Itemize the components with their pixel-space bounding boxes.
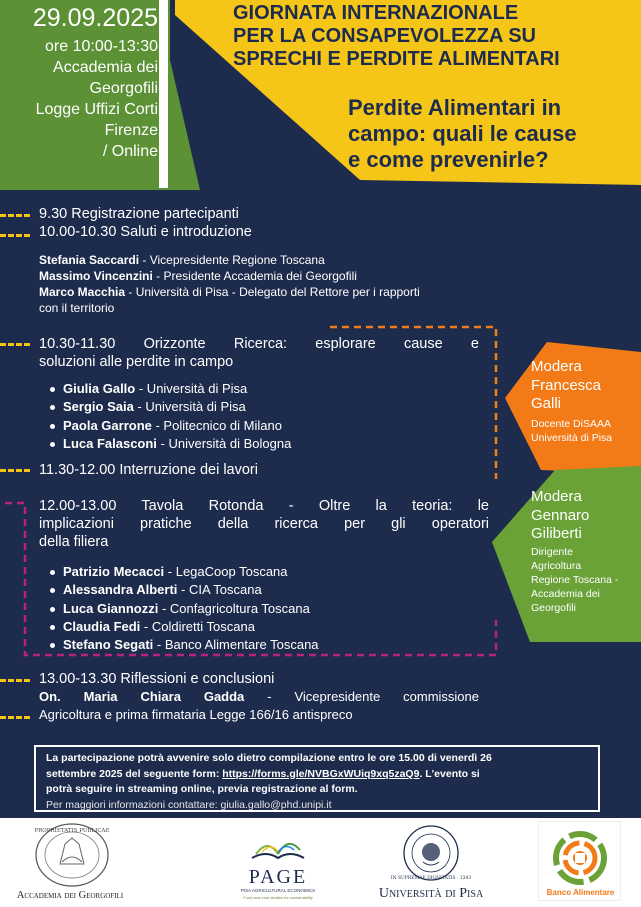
moderator-role: Accademia dei bbox=[531, 587, 600, 600]
session-conclusions: 13.00-13.30 Riflessioni e conclusioni bbox=[39, 671, 275, 687]
session-line: 9.30 Registrazione partecipanti bbox=[39, 206, 239, 222]
venue-line: Georgofili bbox=[89, 80, 158, 97]
speaker-role: - Università di Pisa bbox=[135, 381, 248, 396]
page-logo-tagline: Food and rural studies for sustainability bbox=[243, 895, 313, 900]
speaker-role: - CIA Toscana bbox=[177, 582, 262, 598]
subtitle-line: Perdite Alimentari in bbox=[348, 95, 562, 120]
speaker-name: Patrizio Mecacci bbox=[63, 564, 165, 579]
speaker-role: con il territorio bbox=[39, 301, 115, 315]
speaker-role: - Vicepresidente Regione Toscana bbox=[139, 253, 325, 267]
banco-logo-text: Banco Alimentare bbox=[546, 888, 615, 897]
speaker bbox=[39, 284, 509, 300]
moderator-galli bbox=[531, 358, 636, 445]
speaker-role: - Politecnico di Milano bbox=[151, 417, 282, 433]
list-item bbox=[50, 417, 470, 435]
speaker-name: Paola Garrone bbox=[63, 417, 152, 433]
session-break: 11.30-12.00 Interruzione dei lavori bbox=[39, 462, 258, 478]
speaker-name: Stefano Segati bbox=[63, 637, 154, 653]
contact-info: Per maggiori informazioni contattare: giulia.gallo@phd.unipi.it bbox=[46, 798, 332, 811]
speaker-name: Giulia Gallo bbox=[63, 381, 136, 396]
speaker-name: Sergio Saia bbox=[63, 399, 134, 415]
session-line: soluzioni alle perdite in campo bbox=[39, 354, 234, 370]
registration-notice bbox=[34, 745, 600, 812]
speaker-role: - Coldiretti Toscana bbox=[140, 618, 255, 634]
moderator-role: Agricoltura bbox=[531, 559, 582, 572]
speaker-name: On. Maria Chiara Gadda bbox=[39, 689, 245, 704]
session-line: implicazioni pratiche della ricerca per gli operatori bbox=[39, 516, 489, 532]
list-item bbox=[50, 435, 470, 453]
speaker-name: Luca Giannozzi bbox=[63, 600, 159, 616]
white-divider bbox=[159, 0, 168, 188]
speaker-name: Alessandra Alberti bbox=[63, 582, 178, 598]
title-line: SPRECHI E PERDITE ALIMENTARI bbox=[233, 48, 560, 70]
speaker-role: - Università di Pisa - Delegato del Rettore per i rapporti bbox=[125, 285, 420, 299]
event-time: ore 10:00-13:30 bbox=[45, 38, 158, 55]
speaker-role: - LegaCoop Toscana bbox=[164, 564, 288, 579]
moderator-line: Modera bbox=[531, 358, 582, 375]
notice-text: settembre 2025 del seguente form: bbox=[46, 767, 223, 780]
list-item bbox=[50, 581, 470, 599]
speaker-role: - Banco Alimentare Toscana bbox=[153, 637, 319, 653]
georgofili-seal-icon bbox=[32, 822, 112, 888]
subtitle-line: e come prevenirle? bbox=[348, 147, 549, 172]
subtitle-line: campo: quali le cause bbox=[348, 121, 577, 146]
seal-text: IN SUPREMAE DIGNITATIS · 1343 bbox=[390, 876, 472, 881]
venue-line: / Online bbox=[102, 143, 158, 160]
notice-text: potrà seguire in streaming online, previa registrazione al form. bbox=[46, 783, 358, 795]
session-line: della filiera bbox=[39, 534, 109, 550]
unipi-logo-text: Università di Pisa bbox=[378, 886, 484, 901]
unipi-seal-icon bbox=[390, 824, 472, 882]
moderator-line: Galli bbox=[531, 395, 562, 412]
moderator-role: Regione Toscana - bbox=[531, 573, 619, 586]
event-date: 29.09.2025 bbox=[32, 4, 158, 32]
logo-footer bbox=[0, 818, 641, 905]
session-line: 12.00-13.00 Tavola Rotonda - Oltre la teoria: le bbox=[39, 498, 489, 514]
conclusions-speaker bbox=[39, 688, 479, 724]
registration-form-link[interactable]: https://forms.gle/NVBGxWUiq9xq5zaQ9 bbox=[222, 767, 420, 780]
timeline-dash bbox=[0, 234, 30, 237]
list-item bbox=[50, 563, 470, 581]
moderator-line: Gennaro bbox=[531, 506, 590, 524]
timeline-dash bbox=[0, 343, 30, 346]
speaker-name: Massimo Vincenzini bbox=[39, 269, 153, 283]
venue-line: Accademia dei bbox=[53, 59, 158, 76]
speaker-name: Marco Macchia bbox=[39, 285, 126, 299]
timeline-dash bbox=[0, 716, 30, 719]
session-registration bbox=[39, 205, 489, 241]
speaker bbox=[39, 252, 509, 268]
session-line: 10.30-11.30 Orizzonte Ricerca: esplorare cause e bbox=[39, 336, 479, 352]
notice-text: La partecipazione potrà avvenire solo dietro compilazione entro le ore 15.00 di venerdì 26 bbox=[46, 752, 492, 764]
banco-alimentare-logo bbox=[538, 821, 621, 901]
notice-text: . L'evento si bbox=[419, 767, 480, 780]
list-item bbox=[50, 636, 470, 654]
roundtable-speakers bbox=[50, 563, 470, 654]
welcome-speakers bbox=[39, 252, 509, 316]
speaker-role: - Vicepresidente commissione bbox=[244, 689, 479, 704]
main-title bbox=[233, 2, 638, 71]
moderator-role: Dirigente bbox=[531, 545, 574, 558]
venue-line: Logge Uffizi Corti bbox=[35, 101, 158, 118]
speaker-name: Claudia Fedi bbox=[63, 618, 141, 634]
subtitle bbox=[348, 95, 638, 173]
list-item bbox=[50, 600, 470, 618]
page-logo-text: PAGE bbox=[248, 866, 308, 888]
page-logo-subtitle: PISA AGRICULTURAL ECONOMICS bbox=[240, 888, 316, 893]
session-research bbox=[39, 335, 479, 371]
speaker-name: Stefania Saccardi bbox=[39, 253, 140, 267]
speaker-name: Luca Falasconi bbox=[63, 435, 157, 451]
moderator-role: Georgofili bbox=[531, 601, 576, 614]
research-speakers bbox=[50, 380, 470, 453]
title-line: GIORNATA INTERNAZIONALE bbox=[233, 2, 519, 24]
speaker-role: - Università di Pisa bbox=[133, 399, 246, 415]
moderator-role: Università di Pisa bbox=[531, 431, 613, 444]
moderator-line: Modera bbox=[531, 488, 582, 505]
timeline-dash bbox=[0, 679, 30, 682]
timeline-dash bbox=[0, 214, 30, 217]
list-item bbox=[50, 380, 470, 398]
speaker-role: - Università di Bologna bbox=[156, 435, 292, 451]
list-item bbox=[50, 398, 470, 416]
session-roundtable bbox=[39, 497, 489, 551]
georgofili-logo-text: Accademia dei Georgofili bbox=[16, 890, 124, 901]
moderator-role: Docente DiSAAA bbox=[531, 417, 611, 430]
moderator-line: Francesca bbox=[531, 376, 602, 394]
speaker bbox=[39, 268, 509, 284]
venue-line: Firenze bbox=[104, 122, 158, 139]
speaker-role: Agricoltura e prima firmataria Legge 166/16 antispreco bbox=[39, 707, 353, 722]
speaker-role: - Confagricoltura Toscana bbox=[158, 600, 310, 616]
title-line: PER LA CONSAPEVOLEZZA SU bbox=[233, 25, 536, 47]
speaker-role: - Presidente Accademia dei Georgofili bbox=[152, 269, 357, 283]
page-book-icon bbox=[248, 832, 308, 864]
moderator-line: Giliberti bbox=[531, 525, 582, 542]
moderator-giliberti bbox=[531, 488, 636, 615]
list-item bbox=[50, 618, 470, 636]
timeline-dash bbox=[0, 469, 30, 472]
event-info bbox=[0, 36, 158, 162]
seal-text: PROPRIETATIS PUBLICAE bbox=[34, 828, 110, 834]
session-line: 10.00-10.30 Saluti e introduzione bbox=[39, 224, 252, 240]
